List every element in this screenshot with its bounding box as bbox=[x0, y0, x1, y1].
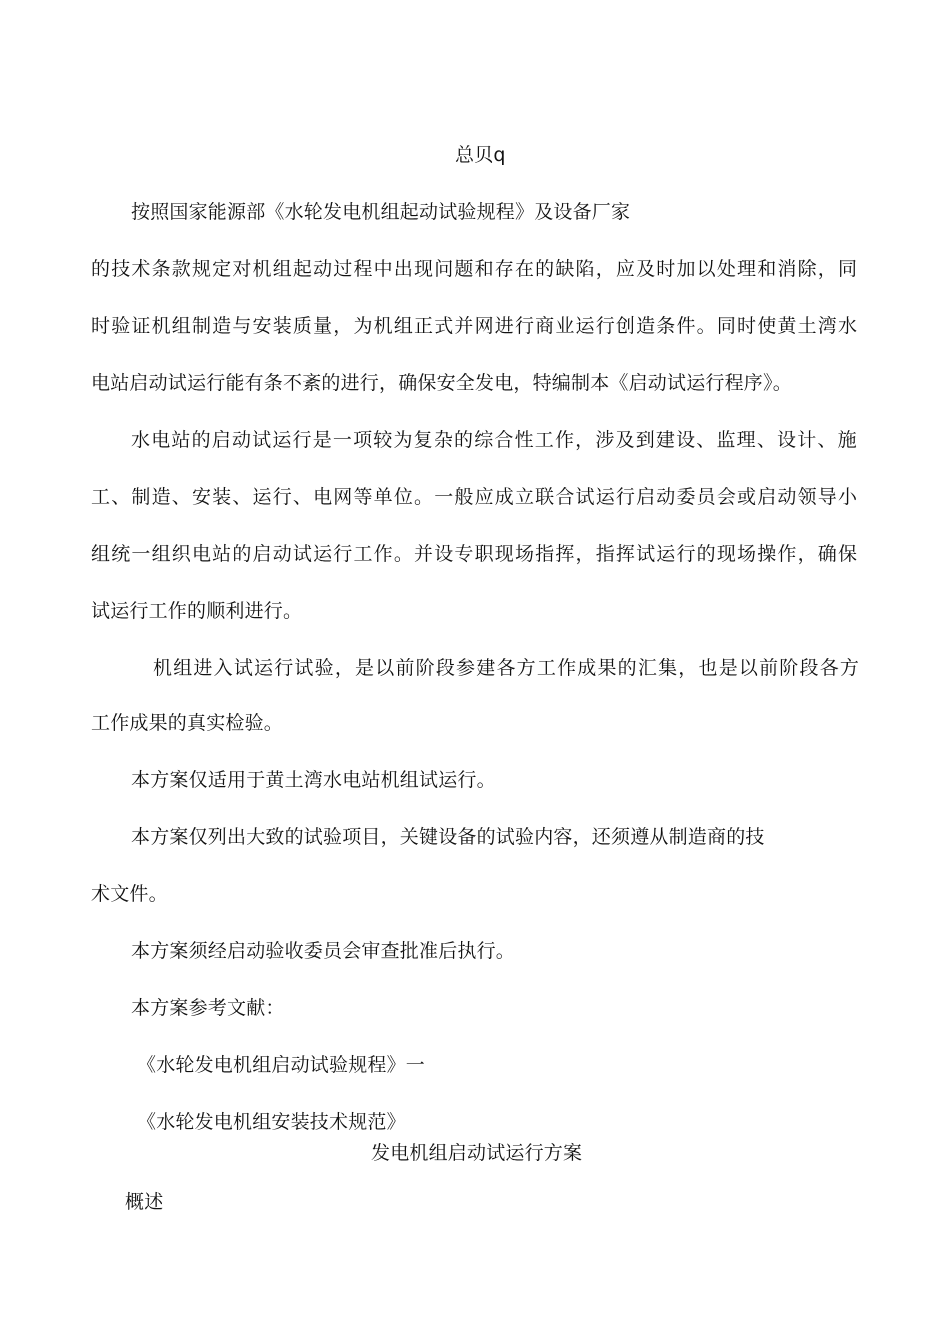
intro-line-2-text-char: 题 bbox=[454, 258, 474, 280]
intro-line-2-text-char: ， bbox=[817, 258, 837, 280]
organization-line-2-text-char: 委 bbox=[676, 486, 696, 508]
organization-line-3-text-char: ， bbox=[575, 543, 595, 565]
intro-line-2-text-char: 规 bbox=[191, 258, 211, 280]
inspection-line-1-text-char: 入 bbox=[213, 657, 233, 679]
organization-line-1-text-char: 计 bbox=[797, 429, 817, 451]
intro-line-2-text-char: ， bbox=[595, 258, 615, 280]
intro-line-3-text-char: 机 bbox=[373, 315, 393, 337]
organization-line-1-text-char: 作 bbox=[554, 429, 574, 451]
intro-line-2-text-char: 问 bbox=[434, 258, 454, 280]
organization-line-1-text-char: 为 bbox=[393, 429, 413, 451]
intro-line-2-text-char: 程 bbox=[353, 258, 373, 280]
inspection-line-1-text-char: 建 bbox=[476, 657, 496, 679]
intro-line-3-text-char: 并 bbox=[454, 315, 474, 337]
organization-line-3-text-char: 设 bbox=[434, 543, 454, 565]
scope-paragraph: 本方案仅适用于黄土湾水电站机组试运行。 bbox=[131, 769, 496, 791]
inspection-line-1-text-char: 阶 bbox=[779, 657, 799, 679]
intro-line-3-text-char: 时 bbox=[91, 315, 111, 337]
inspection-line-1-text-char: 各 bbox=[496, 657, 516, 679]
organization-line-2-text-char: 位 bbox=[393, 486, 413, 508]
intro-line-2-text-char: 定 bbox=[212, 258, 232, 280]
organization-line-3-text-char: 专 bbox=[454, 543, 474, 565]
inspection-line-1-text-char: 机 bbox=[153, 657, 173, 679]
organization-paragraph-line-3 bbox=[91, 542, 857, 566]
organization-line-2-text-char: 、 bbox=[111, 486, 131, 508]
reference-item-2: 《水轮发电机组安装技术规范》 bbox=[137, 1111, 406, 1133]
organization-line-1-text-char: 运 bbox=[272, 429, 292, 451]
intro-line-3-text-char: 组 bbox=[171, 315, 191, 337]
organization-line-2-text-char: 安 bbox=[191, 486, 211, 508]
organization-line-1-text-char: 及 bbox=[615, 429, 635, 451]
intro-line-3-text-char: 安 bbox=[252, 315, 272, 337]
organization-line-3-text-char: 统 bbox=[111, 543, 131, 565]
inspection-line-1-text-char: 前 bbox=[395, 657, 415, 679]
intro-line-3-text-char: 证 bbox=[131, 315, 151, 337]
organization-line-2-text-char: 等 bbox=[353, 486, 373, 508]
intro-line-2-text-char: 款 bbox=[171, 258, 191, 280]
organization-line-1-text-char: 理 bbox=[736, 429, 756, 451]
inspection-line-1-text-char: 果 bbox=[597, 657, 617, 679]
organization-line-3-text-char: ， bbox=[797, 543, 817, 565]
intro-line-2-text-char: 消 bbox=[777, 258, 797, 280]
organization-line-1-text-char: 的 bbox=[454, 429, 474, 451]
intro-line-2-text-char: 组 bbox=[272, 258, 292, 280]
inspection-line-1-text-char: 段 bbox=[435, 657, 455, 679]
intro-line-3-text-char: ， bbox=[333, 315, 353, 337]
intro-line-2-text-char: 出 bbox=[393, 258, 413, 280]
organization-line-2-text-char: 启 bbox=[636, 486, 656, 508]
organization-line-2-text-char: 运 bbox=[252, 486, 272, 508]
inspection-line-1-text-char: 成 bbox=[577, 657, 597, 679]
intro-line-3-text-char: 同 bbox=[716, 315, 736, 337]
organization-line-2-text-char: 启 bbox=[757, 486, 777, 508]
intro-line-2-text-char: 条 bbox=[151, 258, 171, 280]
organization-line-1-text-char: 复 bbox=[413, 429, 433, 451]
organization-line-3-text-char: 的 bbox=[696, 543, 716, 565]
organization-line-3-text-char: 作 bbox=[777, 543, 797, 565]
organization-line-2-text-char: 行 bbox=[615, 486, 635, 508]
intro-line-2-text-char: 过 bbox=[333, 258, 353, 280]
organization-line-2-text-char: 制 bbox=[131, 486, 151, 508]
organization-line-3-text-char: 挥 bbox=[615, 543, 635, 565]
intro-line-2-text-char: 加 bbox=[676, 258, 696, 280]
intro-line-3-text-char: 质 bbox=[292, 315, 312, 337]
organization-line-3-text-char: 指 bbox=[535, 543, 555, 565]
organization-line-1-text-char: 合 bbox=[494, 429, 514, 451]
section-heading: 概述 bbox=[125, 1191, 164, 1213]
intro-line-2-text-char: 的 bbox=[535, 258, 555, 280]
organization-paragraph-line-1 bbox=[131, 428, 857, 452]
inspection-line-1-text-char: ， bbox=[678, 657, 698, 679]
inspection-paragraph-line-1 bbox=[153, 656, 859, 680]
organization-line-1-text-char: ， bbox=[575, 429, 595, 451]
inspection-line-1-text-char: ， bbox=[334, 657, 354, 679]
intro-line-2-text-char: 处 bbox=[716, 258, 736, 280]
organization-line-2-text-char: 会 bbox=[716, 486, 736, 508]
organization-line-3-text-char: 动 bbox=[272, 543, 292, 565]
organization-line-2-text-char: 或 bbox=[737, 486, 757, 508]
organization-line-1-text-char: 行 bbox=[292, 429, 312, 451]
organization-line-2-text-char: 运 bbox=[595, 486, 615, 508]
reference-item-1: 《水轮发电机组启动试验规程》一 bbox=[137, 1054, 426, 1076]
organization-line-2-text-char: 电 bbox=[313, 486, 333, 508]
inspection-line-1-text-char: 验 bbox=[314, 657, 334, 679]
organization-line-1-text-char: 设 bbox=[777, 429, 797, 451]
organization-line-2-text-char: 网 bbox=[333, 486, 353, 508]
intro-line-3-text-char: 造 bbox=[212, 315, 232, 337]
intro-paragraph-line-2 bbox=[91, 257, 857, 281]
inspection-line-1-text-char: 前 bbox=[759, 657, 779, 679]
organization-line-2-text-char: 成 bbox=[494, 486, 514, 508]
inspection-line-1-text-char: 也 bbox=[698, 657, 718, 679]
intro-line-3-text-char: 土 bbox=[797, 315, 817, 337]
organization-line-3-text-char: 启 bbox=[252, 543, 272, 565]
organization-line-1-text-char: 水 bbox=[131, 429, 151, 451]
organization-line-3-text-char: 职 bbox=[474, 543, 494, 565]
items-paragraph-line-1: 本方案仅列出大致的试验项目，关键设备的试验内容，还须遵从制造商的技 bbox=[131, 826, 765, 848]
organization-line-2-text-char: 装 bbox=[212, 486, 232, 508]
organization-line-3-text-char: 的 bbox=[232, 543, 252, 565]
intro-line-2-text-char: 机 bbox=[252, 258, 272, 280]
inspection-line-1-text-char: 是 bbox=[718, 657, 738, 679]
intro-line-3-text-char: 行 bbox=[514, 315, 534, 337]
organization-line-1-text-char: 是 bbox=[312, 429, 332, 451]
intro-line-3-text-char: 时 bbox=[737, 315, 757, 337]
inspection-line-1-text-char: 行 bbox=[274, 657, 294, 679]
intro-line-2-text-char: 存 bbox=[494, 258, 514, 280]
organization-line-2-text-char: 员 bbox=[696, 486, 716, 508]
intro-line-3-text-char: 与 bbox=[232, 315, 252, 337]
organization-line-2-text-char: 领 bbox=[797, 486, 817, 508]
intro-line-2-text-char: 现 bbox=[414, 258, 434, 280]
intro-line-3-text-char: 网 bbox=[474, 315, 494, 337]
intro-line-2-text-char: 和 bbox=[474, 258, 494, 280]
organization-line-1-text-char: 工 bbox=[534, 429, 554, 451]
organization-line-2-text-char: 造 bbox=[151, 486, 171, 508]
intro-line-2-text-char: 术 bbox=[131, 258, 151, 280]
inspection-line-1-text-char: 运 bbox=[254, 657, 274, 679]
organization-line-2-text-char: 一 bbox=[434, 486, 454, 508]
intro-paragraph-line-4: 电站启动试运行能有条不紊的进行，确保安全发电，特编制本《启动试运行程序》。 bbox=[91, 372, 792, 394]
inspection-line-1-text-char: 试 bbox=[294, 657, 314, 679]
intro-line-3-text-char: 。 bbox=[696, 315, 716, 337]
intro-line-3-text-char: 水 bbox=[837, 315, 857, 337]
organization-line-3-text-char: 一 bbox=[131, 543, 151, 565]
organization-line-1-text-char: 较 bbox=[373, 429, 393, 451]
inspection-line-1-text-char: 方 bbox=[516, 657, 536, 679]
organization-line-1-text-char: 动 bbox=[231, 429, 251, 451]
intro-line-3-text-char: 创 bbox=[615, 315, 635, 337]
intro-line-3-text-char: 造 bbox=[636, 315, 656, 337]
inspection-line-1-text-char: 工 bbox=[536, 657, 556, 679]
intro-line-2-text-char: 除 bbox=[797, 258, 817, 280]
intro-line-2-text-char: 陷 bbox=[575, 258, 595, 280]
intro-line-3-text-char: 条 bbox=[656, 315, 676, 337]
organization-line-2-text-char: 工 bbox=[91, 486, 111, 508]
inspection-line-1-text-char: 各 bbox=[819, 657, 839, 679]
organization-line-3-text-char: 工 bbox=[353, 543, 373, 565]
organization-line-2-text-char: 行 bbox=[272, 486, 292, 508]
intro-line-3-text-char: 湾 bbox=[817, 315, 837, 337]
organization-line-2-text-char: 。 bbox=[414, 486, 434, 508]
organization-line-2-text-char: 动 bbox=[777, 486, 797, 508]
organization-line-3-text-char: 试 bbox=[292, 543, 312, 565]
intro-line-2-text-char: 及 bbox=[636, 258, 656, 280]
intro-line-2-text-char: 应 bbox=[615, 258, 635, 280]
organization-line-1-text-char: 施 bbox=[837, 429, 857, 451]
organization-line-3-text-char: 确 bbox=[817, 543, 837, 565]
intro-line-3-text-char: 验 bbox=[111, 315, 131, 337]
intro-line-3-text-char: 使 bbox=[757, 315, 777, 337]
organization-line-2-text-char: 小 bbox=[837, 486, 857, 508]
intro-line-2-text-char: 在 bbox=[514, 258, 534, 280]
inspection-line-1-text-char: 以 bbox=[375, 657, 395, 679]
organization-line-1-text-char: 试 bbox=[252, 429, 272, 451]
intro-line-3-text-char: 正 bbox=[414, 315, 434, 337]
inspection-line-1-text-char: 集 bbox=[658, 657, 678, 679]
intro-line-3-text-char: 行 bbox=[595, 315, 615, 337]
intro-line-3-text-char: 件 bbox=[676, 315, 696, 337]
intro-line-2-text-char: 和 bbox=[757, 258, 777, 280]
inspection-line-1-text-char: 是 bbox=[355, 657, 375, 679]
inspection-line-1-text-char: 作 bbox=[557, 657, 577, 679]
organization-line-3-text-char: 试 bbox=[636, 543, 656, 565]
intro-line-2-text-char: 技 bbox=[111, 258, 131, 280]
inspection-line-1-text-char: 阶 bbox=[415, 657, 435, 679]
intro-line-3-text-char: 业 bbox=[555, 315, 575, 337]
organization-line-3-text-char: 现 bbox=[716, 543, 736, 565]
organization-line-2-text-char: 应 bbox=[474, 486, 494, 508]
organization-line-1-text-char: 监 bbox=[716, 429, 736, 451]
intro-paragraph-line-1: 按照国家能源部《水轮发电机组起动试验规程》及设备厂家 bbox=[131, 201, 631, 223]
intro-line-2-text-char: 缺 bbox=[555, 258, 575, 280]
inspection-line-1-text-char: 汇 bbox=[637, 657, 657, 679]
inspection-line-1-text-char: 方 bbox=[839, 657, 859, 679]
inspection-line-1-text-char: 试 bbox=[233, 657, 253, 679]
organization-line-3-text-char: 行 bbox=[676, 543, 696, 565]
intro-line-3-text-char: 组 bbox=[393, 315, 413, 337]
organization-line-2-text-char: 、 bbox=[232, 486, 252, 508]
intro-line-2-text-char: 理 bbox=[737, 258, 757, 280]
intro-line-3-text-char: 为 bbox=[353, 315, 373, 337]
organization-line-3-text-char: 作 bbox=[373, 543, 393, 565]
organization-line-3-text-char: 挥 bbox=[555, 543, 575, 565]
organization-line-2-text-char: 般 bbox=[454, 486, 474, 508]
organization-line-1-text-char: 设 bbox=[676, 429, 696, 451]
page-header: 总贝q bbox=[455, 144, 506, 166]
intro-line-2-text-char: 以 bbox=[696, 258, 716, 280]
intro-line-2-text-char: 时 bbox=[656, 258, 676, 280]
intro-line-2-text-char: 同 bbox=[837, 258, 857, 280]
organization-line-1-text-char: 涉 bbox=[595, 429, 615, 451]
intro-line-2-text-char: 中 bbox=[373, 258, 393, 280]
inspection-line-1-text-char: 以 bbox=[738, 657, 758, 679]
inspection-line-1-text-char: 段 bbox=[799, 657, 819, 679]
intro-line-3-text-char: 进 bbox=[494, 315, 514, 337]
organization-line-3-text-char: 行 bbox=[333, 543, 353, 565]
organization-line-3-text-char: 组 bbox=[91, 543, 111, 565]
inspection-line-1-text-char: 进 bbox=[193, 657, 213, 679]
organization-line-3-text-char: 场 bbox=[514, 543, 534, 565]
organization-paragraph-line-2 bbox=[91, 485, 857, 509]
document-title: 发电机组启动试运行方案 bbox=[371, 1142, 583, 1164]
organization-line-3-text-char: 运 bbox=[313, 543, 333, 565]
inspection-line-1-text-char: 参 bbox=[456, 657, 476, 679]
organization-line-1-text-char: 一 bbox=[332, 429, 352, 451]
organization-line-1-text-char: 项 bbox=[353, 429, 373, 451]
intro-line-3-text-char: 黄 bbox=[777, 315, 797, 337]
organization-line-1-text-char: 到 bbox=[635, 429, 655, 451]
organization-line-3-text-char: 操 bbox=[757, 543, 777, 565]
organization-line-2-text-char: 单 bbox=[373, 486, 393, 508]
organization-line-1-text-char: 建 bbox=[655, 429, 675, 451]
organization-line-3-text-char: 。 bbox=[393, 543, 413, 565]
inspection-line-1-text-char: 组 bbox=[173, 657, 193, 679]
intro-line-3-text-char: 制 bbox=[191, 315, 211, 337]
organization-line-3-text-char: 运 bbox=[656, 543, 676, 565]
organization-line-3-text-char: 指 bbox=[595, 543, 615, 565]
intro-line-2-text-char: 的 bbox=[91, 258, 111, 280]
organization-line-3-text-char: 现 bbox=[494, 543, 514, 565]
organization-line-1-text-char: 启 bbox=[211, 429, 231, 451]
organization-line-2-text-char: 合 bbox=[555, 486, 575, 508]
intro-line-3-text-char: 装 bbox=[272, 315, 292, 337]
organization-line-2-text-char: 联 bbox=[535, 486, 555, 508]
organization-line-3-text-char: 保 bbox=[837, 543, 857, 565]
organization-line-2-text-char: 、 bbox=[292, 486, 312, 508]
organization-line-1-text-char: 、 bbox=[756, 429, 776, 451]
organization-line-3-text-char: 织 bbox=[171, 543, 191, 565]
approval-paragraph: 本方案须经启动验收委员会审查批准后执行。 bbox=[131, 940, 516, 962]
intro-line-3-text-char: 机 bbox=[151, 315, 171, 337]
organization-paragraph-line-4: 试运行工作的顺利进行。 bbox=[91, 600, 303, 622]
organization-line-2-text-char: 试 bbox=[575, 486, 595, 508]
organization-line-1-text-char: 的 bbox=[191, 429, 211, 451]
organization-line-1-text-char: 电 bbox=[151, 429, 171, 451]
organization-line-1-text-char: 综 bbox=[474, 429, 494, 451]
organization-line-2-text-char: 导 bbox=[817, 486, 837, 508]
organization-line-3-text-char: 站 bbox=[212, 543, 232, 565]
organization-line-2-text-char: 、 bbox=[171, 486, 191, 508]
organization-line-3-text-char: 场 bbox=[737, 543, 757, 565]
intro-paragraph-line-3 bbox=[91, 314, 857, 338]
organization-line-3-text-char: 并 bbox=[414, 543, 434, 565]
intro-line-2-text-char: 动 bbox=[313, 258, 333, 280]
intro-line-2-text-char: 对 bbox=[232, 258, 252, 280]
inspection-paragraph-line-2: 工作成果的真实检验。 bbox=[91, 712, 284, 734]
organization-line-1-text-char: 杂 bbox=[433, 429, 453, 451]
references-title: 本方案参考文献： bbox=[131, 997, 285, 1019]
intro-line-3-text-char: 运 bbox=[575, 315, 595, 337]
organization-line-2-text-char: 动 bbox=[656, 486, 676, 508]
items-paragraph-line-2: 术文件。 bbox=[91, 883, 168, 905]
organization-line-1-text-char: 站 bbox=[171, 429, 191, 451]
intro-line-2-text-char: 起 bbox=[292, 258, 312, 280]
organization-line-3-text-char: 组 bbox=[151, 543, 171, 565]
organization-line-3-text-char: 电 bbox=[191, 543, 211, 565]
organization-line-1-text-char: 性 bbox=[514, 429, 534, 451]
organization-line-2-text-char: 立 bbox=[514, 486, 534, 508]
inspection-line-1-text-char: 的 bbox=[617, 657, 637, 679]
intro-line-3-text-char: 商 bbox=[535, 315, 555, 337]
organization-line-1-text-char: 、 bbox=[817, 429, 837, 451]
organization-line-1-text-char: 、 bbox=[696, 429, 716, 451]
intro-line-3-text-char: 量 bbox=[313, 315, 333, 337]
intro-line-3-text-char: 式 bbox=[434, 315, 454, 337]
